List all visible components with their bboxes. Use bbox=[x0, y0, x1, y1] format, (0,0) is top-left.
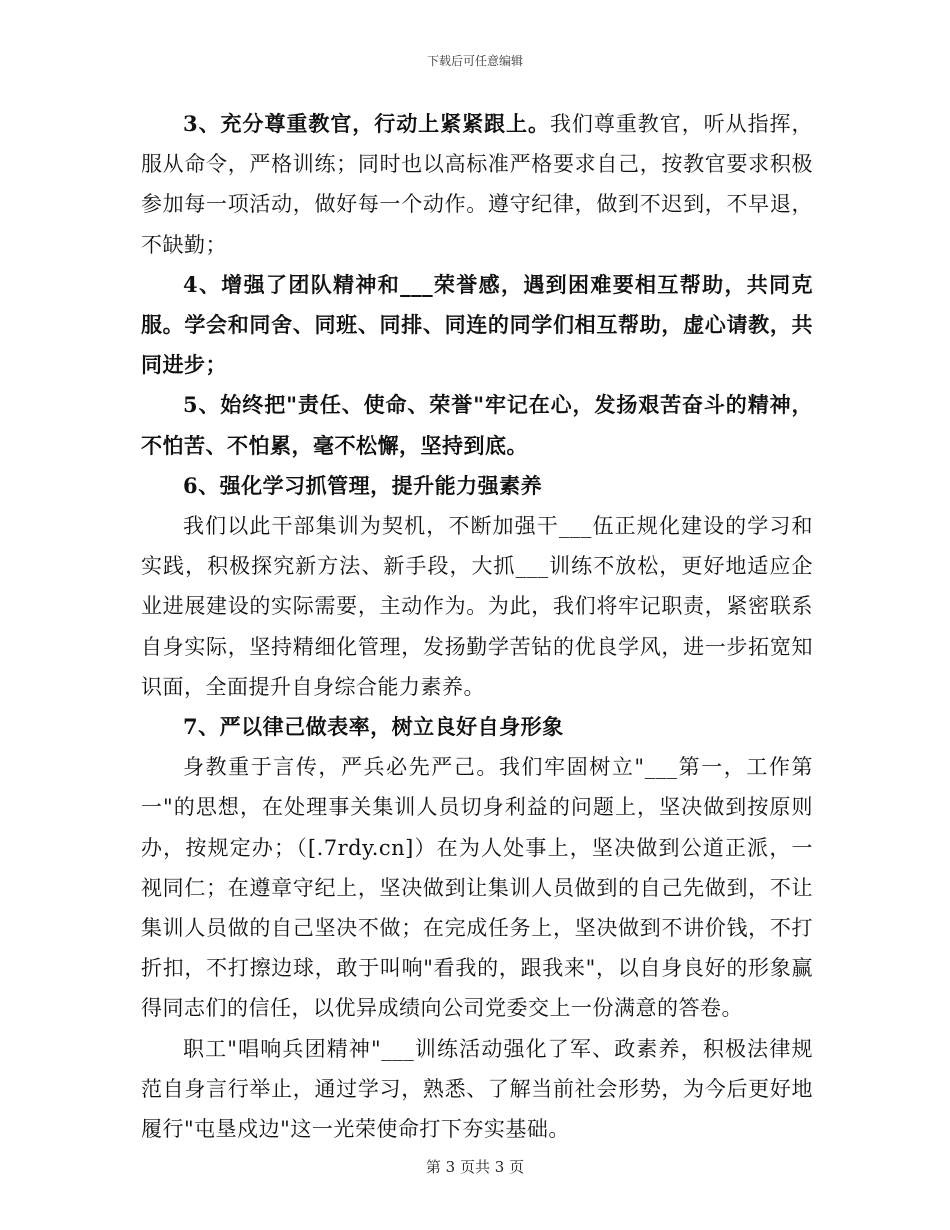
section-heading-text: 7、严以律己做表率，树立良好自身形象 bbox=[183, 714, 564, 740]
page-header-note: 下载后可任意编辑 bbox=[426, 54, 523, 68]
paragraph-body-6 bbox=[141, 506, 813, 707]
paragraph-lead: 5、始终把"责任、使命、荣誉"牢记在心，发扬艰苦奋斗的精神，不怕苦、不怕累，毫不松懈，坚持到底。 bbox=[141, 392, 813, 458]
paragraph-text: 我们以此干部集训为契机，不断加强干___伍正规化建设的学习和实践，积极探究新方法、新手段，大抓___训练不放松，更好地适应企业进展建设的实际需要，主动作为。为此，我们将牢记职责，紧密联系自身实际，坚持精细化管理，发扬勤学苦钻的优良学风，进一步拓宽知识面，全面提升自身综合能力素养。 bbox=[141, 514, 813, 699]
paragraph-lead: 4、增强了团队精神和___荣誉感，遇到困难要相互帮助，共同克服。学会和同舍、同班、同排、同连的同学们相互帮助，虚心请教，共同进步； bbox=[141, 271, 813, 378]
paragraph-text: 身教重于言传，严兵必先严己。我们牢固树立"___第一，工作第一"的思想，在处理事关集训人员切身利益的问题上，坚决做到按原则办，按规定办；（[.7rdy.cn]）在为人处事上，坚决做到公道正派，一视同仁；在遵章守纪上，坚决做到让集训人员做到的自己先做到，不让集训人员做的自己坚决不做；在完成任务上，坚决做到不讲价钱，不打折扣，不打擦边球，敢于叫响"看我的，跟我来"，以自身良好的形象赢得同志们的信任，以优异成绩向公司党委交上一份满意的答卷。 bbox=[141, 755, 813, 1021]
paragraph-item-5 bbox=[141, 385, 813, 465]
paragraph-closing bbox=[141, 1029, 813, 1150]
paragraph-item-3 bbox=[141, 104, 813, 265]
page-number: 第 3 页共 3 页 bbox=[425, 1158, 525, 1176]
document-body bbox=[141, 104, 813, 1149]
paragraph-text: 职工"唱响兵团精神"___训练活动强化了军、政素养，积极法律规范自身言行举止，通过学习，熟悉、了解当前社会形势，为今后更好地履行"屯垦戍边"这一光荣使命打下夯实基础。 bbox=[141, 1036, 813, 1142]
paragraph-lead: 3、充分尊重教官，行动上紧紧跟上。 bbox=[183, 111, 550, 136]
section-heading-6 bbox=[141, 466, 813, 506]
paragraph-item-4 bbox=[141, 265, 813, 386]
paragraph-text: 我们尊重教官，听从指挥，服从命令，严格训练；同时也以高标准严格要求自己，按教官要求积极参加每一项活动，做好每一个动作。遵守纪律，做到不迟到，不早退，不缺勤； bbox=[141, 112, 813, 257]
section-heading-text: 6、强化学习抓管理，提升能力强素养 bbox=[183, 472, 543, 498]
section-heading-7 bbox=[141, 707, 813, 747]
paragraph-body-7 bbox=[141, 747, 813, 1028]
